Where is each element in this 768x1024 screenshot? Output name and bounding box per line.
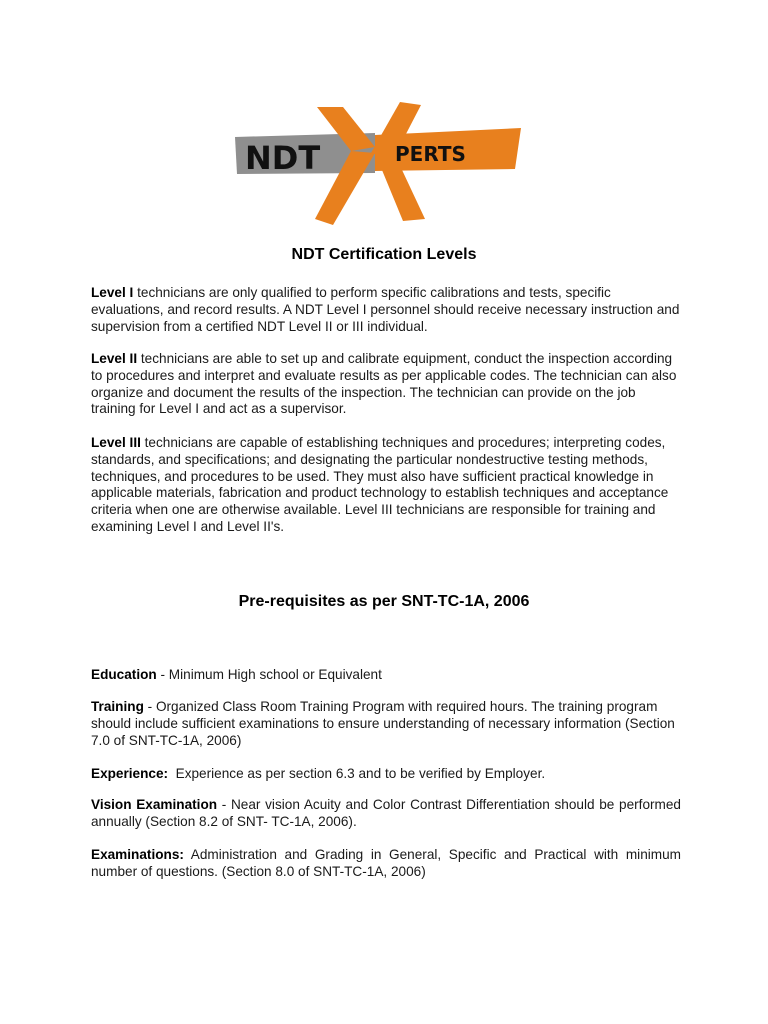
- label-vision-examination: Vision Examination: [91, 797, 218, 812]
- paragraph-level-2: [91, 351, 681, 418]
- text-education: - Minimum High school or Equivalent: [156, 667, 382, 682]
- text-experience: Experience as per section 6.3 and to be verified by Employer.: [168, 766, 546, 781]
- paragraph-examinations: [91, 847, 681, 881]
- label-level-2: Level II: [91, 351, 138, 366]
- section-title-prerequisites: Pre-requisites as per SNT-TC-1A, 2006: [238, 593, 530, 610]
- text-level-3: technicians are capable of establishing techniques and procedures; interpreting codes, standards, and specifications; and designating the particular nondestructive testing methods, techniques, and procedures to be used. They must also have sufficient practical knowledge in applicable materials, fabrication and product technology to establish techniques and acceptance criteria when one are otherwise available. Level III technicians are responsible for training and examining Level I and Level II's.: [91, 435, 669, 534]
- paragraph-education: [91, 667, 681, 684]
- paragraph-vision-examination: [91, 797, 681, 831]
- section-title-certification-levels: NDT Certification Levels: [291, 246, 477, 263]
- ndt-xperts-logo: [225, 97, 540, 227]
- label-level-3: Level III: [91, 435, 141, 450]
- label-education: Education: [91, 667, 157, 682]
- label-level-1: Level I: [91, 285, 134, 300]
- text-training: - Organized Class Room Training Program with required hours. The training program should include sufficient examinations to ensure understanding of necessary information (Section 7.0 of SNT-TC-1A, 2006): [91, 699, 675, 748]
- paragraph-experience: [91, 766, 681, 783]
- label-training: Training: [91, 699, 144, 714]
- paragraph-level-3: [91, 435, 681, 536]
- paragraph-training: [91, 699, 681, 749]
- logo-text-ndt: NDT: [245, 139, 321, 177]
- text-vision-examination: - Near vision Acuity and Color Contrast Differentiation should be performed annually (Section 8.2 of SNT- TC-1A, 2006).: [91, 797, 681, 829]
- logo: [225, 97, 540, 227]
- label-experience: Experience:: [91, 766, 169, 781]
- paragraph-level-1: [91, 285, 681, 335]
- logo-text-perts: PERTS: [395, 142, 466, 166]
- label-examinations: Examinations:: [91, 847, 184, 862]
- text-level-2: technicians are able to set up and calibrate equipment, conduct the inspection according to procedures and interpret and evaluate results as per applicable codes. The technician can also organize and document the results of the inspection. The technician can provide on the job training for Level I and act as a supervisor.: [91, 351, 677, 417]
- text-level-1: technicians are only qualified to perform specific calibrations and tests, specific evaluations, and record results. A NDT Level I personnel should receive necessary instruction and supervision from a certified NDT Level II or III individual.: [91, 285, 680, 334]
- text-examinations: Administration and Grading in General, Specific and Practical with minimum number of questions. (Section 8.0 of SNT-TC-1A, 2006): [91, 847, 681, 879]
